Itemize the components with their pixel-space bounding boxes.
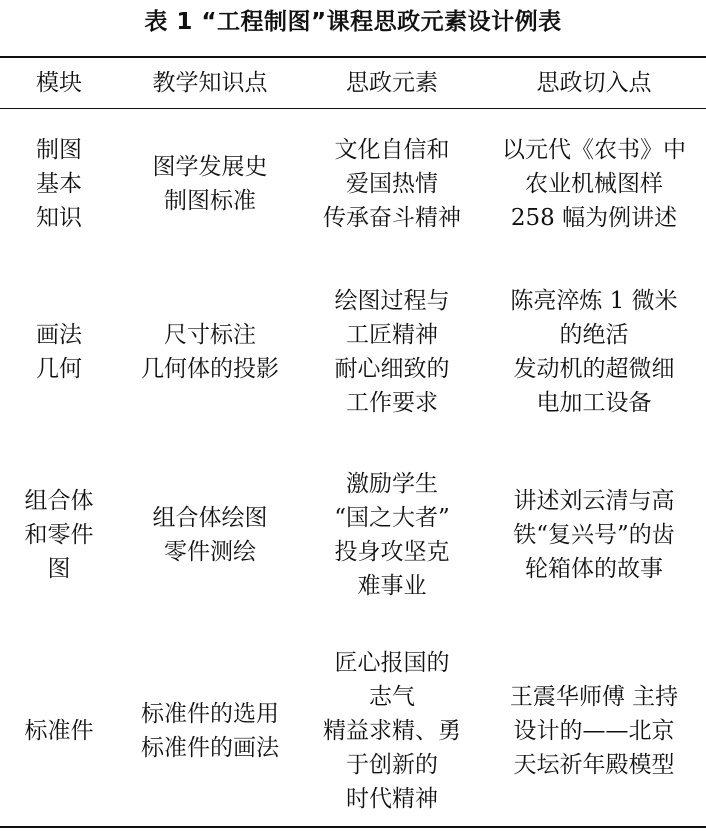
table-row <box>0 626 706 836</box>
cell-knowledge: 组合体绘图 零件测绘 <box>152 505 268 565</box>
header-entry-point: 思政切入点 <box>536 70 652 96</box>
cell-element: 绘图过程与 工匠精神 耐心细致的 工作要求 <box>334 288 450 416</box>
cell-module: 标准件 <box>24 718 94 744</box>
table-row <box>0 260 706 444</box>
cell-knowledge: 尺寸标注 几何体的投影 <box>141 322 279 382</box>
cell-module: 制图 基本 知识 <box>36 137 82 231</box>
cell-element: 文化自信和 爱国热情 传承奋斗精神 <box>323 137 461 231</box>
cell-module: 组合体 和零件 图 <box>24 488 94 582</box>
table-caption: 表 1 “工程制图”课程思政元素设计例表 <box>144 9 562 35</box>
cell-element: 匠心报国的 志气 精益求精、勇 于创新的 时代精神 <box>323 650 461 812</box>
cell-entry: 陈亮淬炼 1 微米 的绝活 发动机的超微细 电加工设备 <box>510 288 678 416</box>
cell-knowledge: 图学发展史 制图标准 <box>152 154 268 214</box>
cell-entry: 讲述刘云清与高 铁“复兴号”的齿 轮箱体的故事 <box>513 488 675 582</box>
header-knowledge-point: 教学知识点 <box>152 70 268 96</box>
header-module: 模块 <box>36 70 82 96</box>
cell-knowledge: 标准件的选用 标准件的画法 <box>141 701 279 761</box>
cell-module: 画法 几何 <box>36 322 82 382</box>
table-row <box>0 444 706 626</box>
cell-element: 激励学生 “国之大者” 投身攻坚克 难事业 <box>334 471 450 599</box>
cell-entry: 以元代《农书》中 农业机械图样 258 幅为例讲述 <box>502 137 686 231</box>
table-row <box>0 108 706 260</box>
cell-entry: 王震华师傅 主持 设计的——北京 天坛祈年殿模型 <box>509 684 679 778</box>
table-header-row <box>0 58 706 108</box>
header-ideology-element: 思政元素 <box>346 70 438 96</box>
